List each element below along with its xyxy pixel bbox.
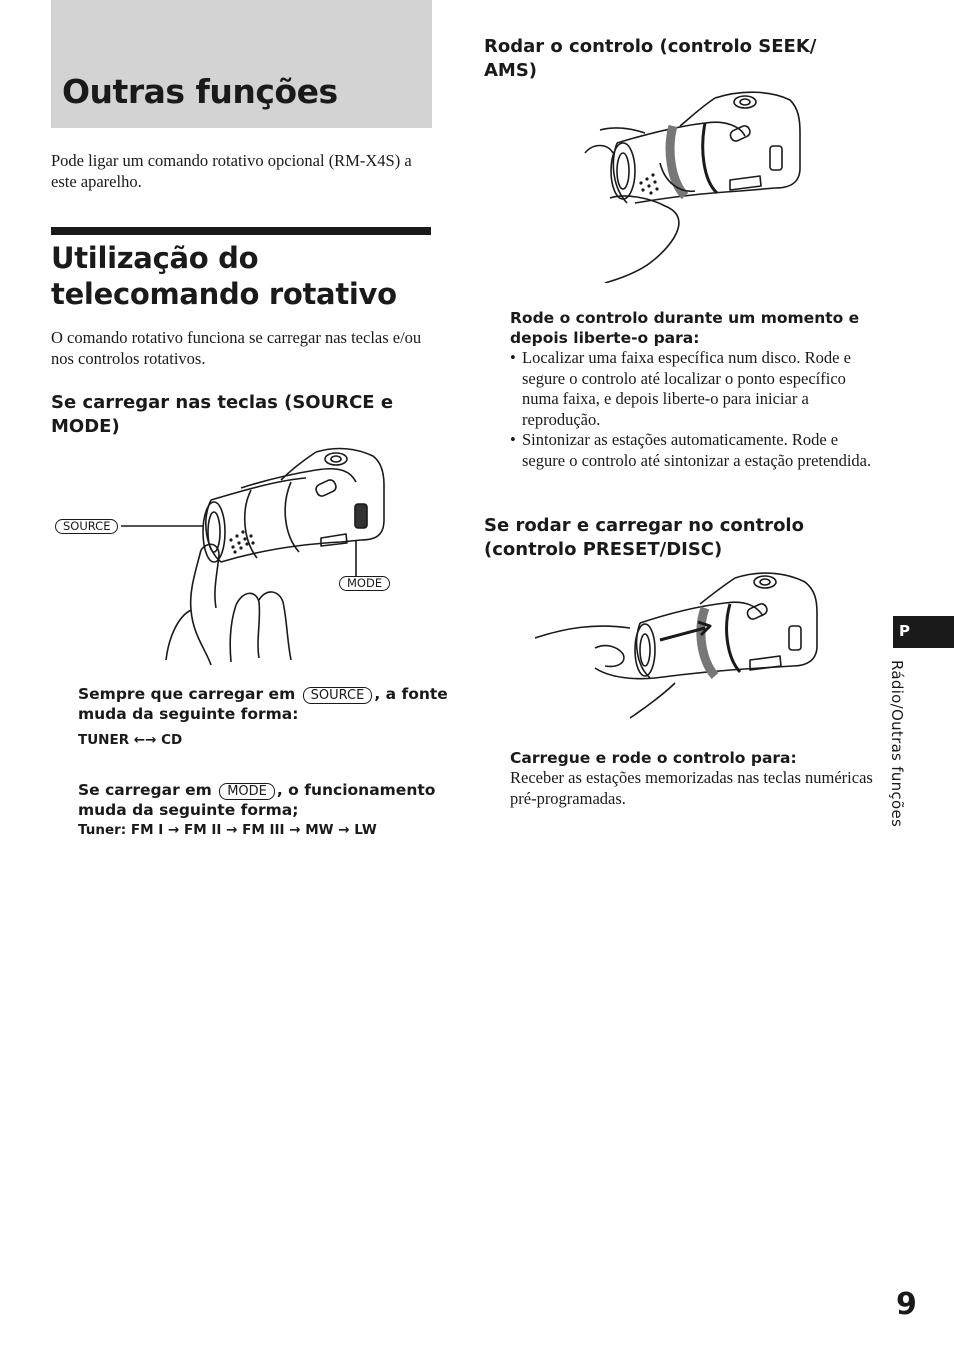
mode-note-before: Se carregar em xyxy=(78,781,212,799)
seek-bullet-list xyxy=(510,348,875,471)
mode-key-inline: MODE xyxy=(219,783,275,800)
mode-note-after: , o funcionamento muda da seguinte forma; xyxy=(78,781,436,819)
bullet-text-2: Sintonizar as estações automaticamente. Rode e segure o controlo até sintonizar a estação pretendida. xyxy=(522,430,872,470)
rotate-drawing xyxy=(555,88,805,283)
page-title: Outras funções xyxy=(62,72,338,111)
bullet-text-1: Localizar uma faixa específica num disco. Rode e segure o controlo até localizar o ponto específico numa faixa, e depois liberte-o para iniciar a reprodução. xyxy=(522,348,851,429)
list-item: • Localizar uma faixa específica num disco. Rode e segure o controlo até localizar o ponto específico numa faixa, e depois liberte-o para iniciar a reprodução. xyxy=(510,348,851,429)
section-intro: O comando rotativo funciona se carregar nas teclas e/ou nos controlos rotativos. xyxy=(51,328,422,368)
source-key-inline: SOURCE xyxy=(303,687,373,704)
subsection-title-keys: Se carregar nas teclas (SOURCE e MODE) xyxy=(51,392,394,437)
source-note xyxy=(78,684,448,724)
intro-paragraph: Pode ligar um comando rotativo opcional (RM-X4S) a este aparelho. xyxy=(51,151,412,191)
preset-instructions xyxy=(510,748,880,809)
mode-key-label: MODE xyxy=(339,576,390,591)
mode-seq-arrow: → xyxy=(167,822,180,838)
remote-press-illustration xyxy=(51,440,401,665)
push-rotate-drawing xyxy=(535,568,820,728)
mode-seq-arrow: → xyxy=(289,822,301,838)
seq-bidir-arrow: ←→ xyxy=(133,732,157,748)
vertical-label-text: Rádio/Outras funções xyxy=(888,660,906,828)
rotate-illustration xyxy=(555,88,805,283)
seek-lead: Rode o controlo durante um momento e depois liberte-o para: xyxy=(510,309,860,347)
section-title: Utilização do telecomando rotativo xyxy=(51,241,397,311)
mode-note xyxy=(78,780,448,820)
mode-seq-8: LW xyxy=(354,822,377,838)
source-sequence xyxy=(78,731,182,749)
seq-cd: CD xyxy=(161,732,183,748)
language-tab xyxy=(893,616,954,648)
push-rotate-illustration xyxy=(535,568,820,728)
mode-seq-arrow: → xyxy=(338,822,350,838)
section-vertical-label xyxy=(880,660,916,850)
mode-seq-4: FM III xyxy=(242,822,285,838)
section-rule xyxy=(51,227,431,235)
preset-lead: Carregue e rode o controlo para: xyxy=(510,749,797,767)
mode-seq-6: MW xyxy=(305,822,334,838)
remote-press-drawing xyxy=(51,440,401,665)
source-note-before: Sempre que carregar em xyxy=(78,685,296,703)
source-key-label: SOURCE xyxy=(55,519,118,534)
mode-seq-0: Tuner: FM I xyxy=(78,822,164,838)
preset-title: Se rodar e carregar no controlo (controlo PRESET/DISC) xyxy=(484,515,804,560)
seek-title: Rodar o controlo (controlo SEEK/ AMS) xyxy=(484,36,817,81)
seek-instructions xyxy=(510,308,875,471)
preset-body: Receber as estações memorizadas nas teclas numéricas pré-programadas. xyxy=(510,768,873,808)
language-tab-label: P xyxy=(899,622,910,640)
source-note-after: , a fonte muda da seguinte forma: xyxy=(78,685,448,723)
mode-seq-arrow: → xyxy=(226,822,238,838)
list-item: • Sintonizar as estações automaticamente. Rode e segure o controlo até sintonizar a estação pretendida. xyxy=(510,430,872,470)
page-number: 9 xyxy=(896,1287,917,1322)
title-banner xyxy=(51,0,432,128)
mode-sequence xyxy=(78,821,377,839)
seq-tuner: TUNER xyxy=(78,732,130,748)
mode-seq-2: FM II xyxy=(183,822,222,838)
